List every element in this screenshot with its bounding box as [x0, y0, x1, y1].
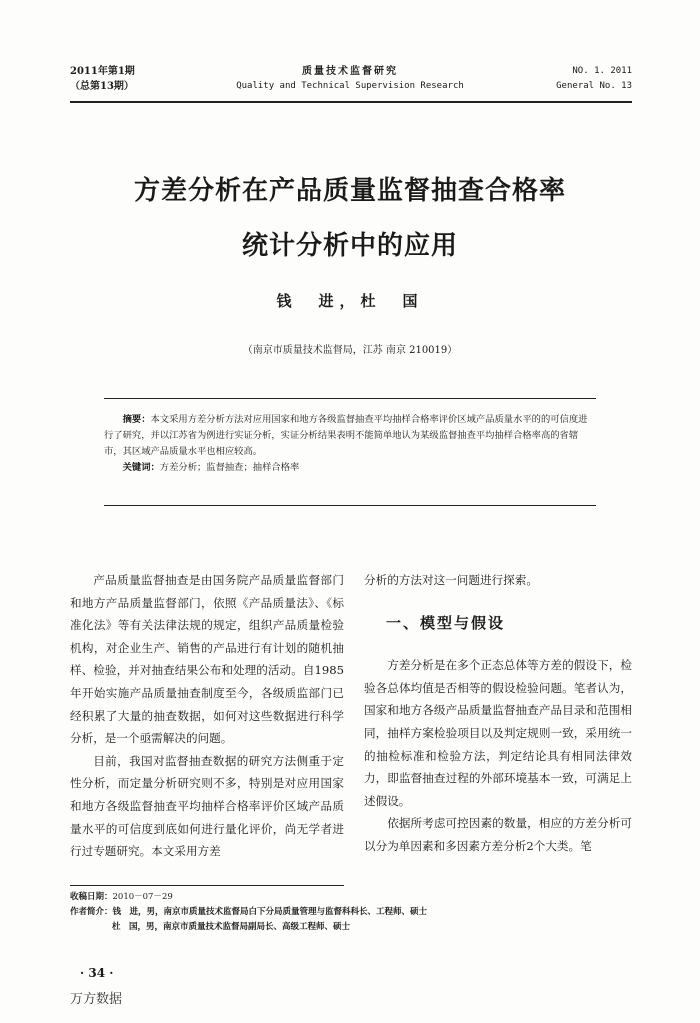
header-journal	[200, 64, 500, 94]
header-issue	[70, 64, 135, 94]
abstract	[104, 412, 596, 476]
header-total-issue: （总第13期）	[70, 81, 134, 92]
abstract-paragraph	[104, 412, 596, 460]
header-general-no: General No. 13	[556, 81, 632, 91]
header-no: NO. 1. 2011	[572, 66, 632, 76]
header-year-issue: 2011年第1期	[70, 66, 135, 77]
received-label: 收稿日期：	[70, 892, 113, 902]
header-journal-en: Quality and Technical Supervision Research	[236, 81, 464, 91]
body-paragraph: 分析的方法对这一问题进行探索。	[364, 573, 538, 587]
bio-text-2: 杜 国，男，南京市质量技术监督局副局长、高级工程师、硕士	[112, 922, 351, 932]
author-bio-1	[70, 905, 630, 920]
keywords	[104, 460, 596, 476]
author-bio-2	[70, 920, 630, 935]
watermark: 万方数据	[70, 992, 123, 1007]
body-paragraph: 目前，我国对监督抽查数据的研究方法侧重于定性分析，而定量分析研究则不多，特别是对应用国家和地方各级监督抽查平均抽样合格率评价区域产品质量水平的可信度到底如何进行量化评价，尚无学者进行过专题研究。本文采用方差	[70, 753, 344, 859]
received-date	[70, 890, 630, 905]
abstract-label: 摘要：	[122, 414, 151, 425]
abstract-text: 本文采用方差分析方法对应用国家和地方各级监督抽查平均抽样合格率评价区域产品质量水平的的可信度进行了研究，并以江苏省为例进行实证分析，实证分析结果表明不能简单地认为某级监督抽查平均抽样合格率高的省辖市，其区域产品质量水平也相应较高。	[104, 414, 588, 457]
abstract-top-rule	[104, 398, 596, 399]
keywords-label: 关键词：	[122, 462, 160, 473]
paper-title-line2: 统计分析中的应用	[241, 231, 458, 261]
footnote	[70, 890, 630, 935]
body-paragraph: 依据所考虑可控因素的数量，相应的方差分析可以分为单因素和多因素方差分析2个大类。笔	[364, 816, 632, 853]
header-rule	[70, 101, 632, 103]
header-number	[556, 64, 632, 94]
keywords-text: 方差分析；监督抽查；抽样合格率	[159, 462, 300, 473]
paper-title-line1: 方差分析在产品质量监督抽查合格率	[133, 176, 566, 206]
affiliation: （南京市质量技术监督局，江苏 南京 210019）	[242, 345, 458, 356]
received-value: 2010－07－29	[112, 892, 173, 902]
footnote-rule	[70, 885, 344, 886]
header-journal-cn: 质量技术监督研究	[302, 66, 398, 77]
bio-text-1: 钱 进，男，南京市质量技术监督局白下分局质量管理与监督科科长、工程师、硕士	[112, 907, 428, 917]
page-number: · 34 ·	[80, 966, 114, 980]
section-heading: 一、模型与假设	[386, 613, 506, 632]
bio-label: 作者简介：	[70, 907, 113, 917]
body-left-column	[70, 569, 344, 863]
abstract-bottom-rule	[104, 505, 596, 506]
authors: 钱 进，杜 国	[276, 292, 424, 310]
body-paragraph: 产品质量监督抽查是由国务院产品质量监督部门和地方产品质量监督部门，依照《产品质量法》、《标准化法》等有关法律法规的规定，组织产品质量检验机构，对企业生产、销售的产品进行有计划的随机抽样、检验，并对抽查结果公布和处理的活动。自1985年开始实施产品质量抽查制度至今，各级质监部门已经积累了大量的抽查数据，如何对这些数据进行科学分析，是一个亟需解决的问题。	[70, 573, 344, 746]
body-right-column	[364, 569, 632, 858]
body-paragraph: 方差分析是在多个正态总体等方差的假设下，检验各总体均值是否相等的假设检验问题。笔者认为，国家和地方各级产品质量监督抽查产品目录和范围相同，抽样方案检验项目以及判定规则一致，采用统一的抽检标准和检验方法，判定结论具有相同法律效力，即监督抽查过程的外部环境基本一致，可满足上述假设。	[364, 658, 632, 808]
